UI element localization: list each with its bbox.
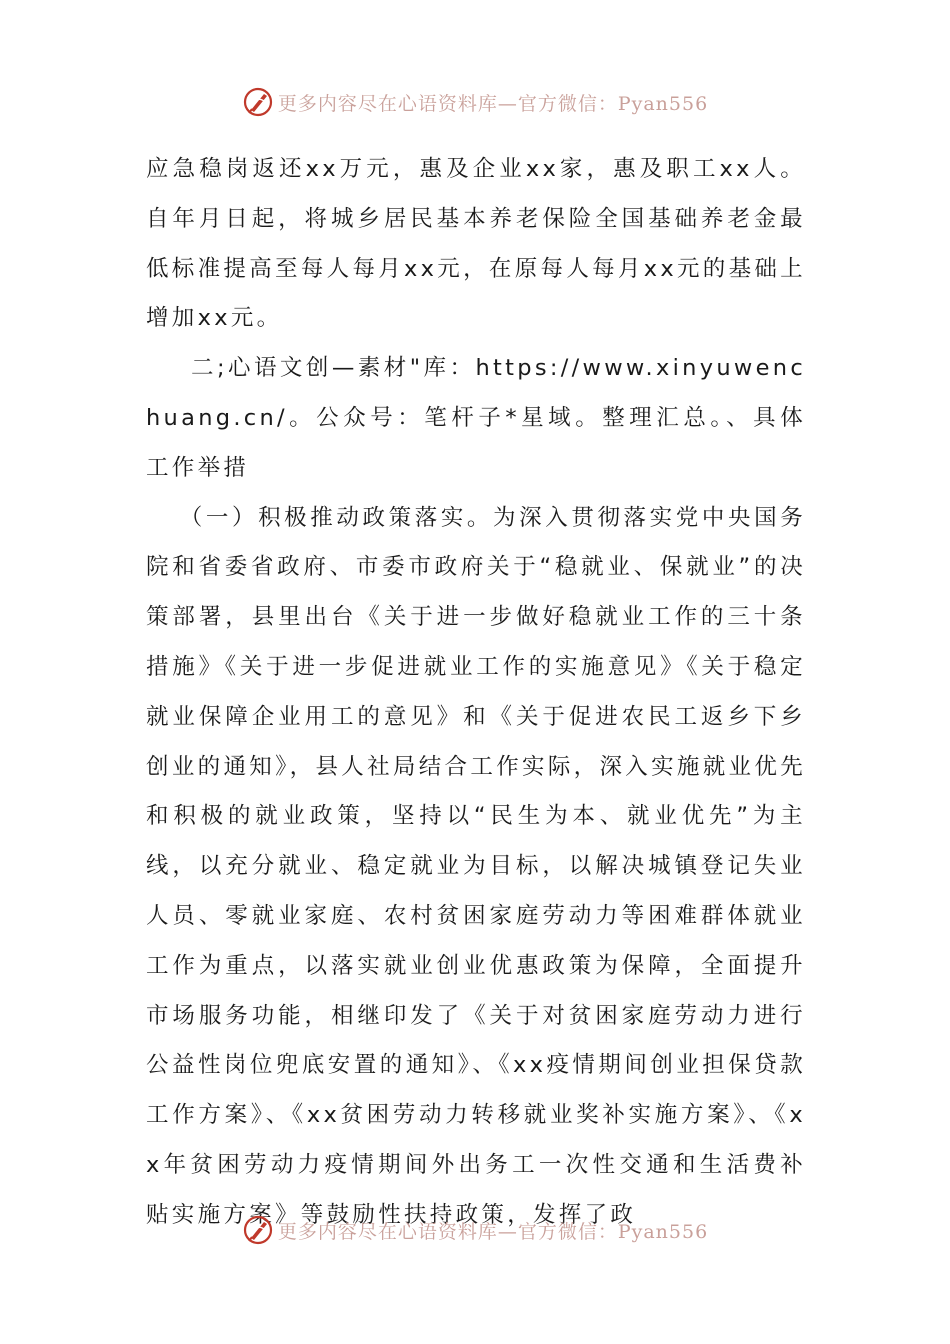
document-body xyxy=(146,145,806,1241)
paragraph-1: 应急稳岗返还xx万元，惠及企业xx家，惠及职工xx人。自年月日起，将城乡居民基本养老保险全国基础养老金最低标准提高至每人每月xx元，在原每人每月xx元的基础上增加xx元。 xyxy=(146,156,806,332)
header-banner xyxy=(0,82,950,122)
paragraph-2: 二;心语文创—素材"库：https://www.xinyuwenchuang.cn/。公众号：笔杆子*星域。整理汇总。、具体工作举措 xyxy=(146,355,806,481)
quill-pen-icon xyxy=(242,86,274,118)
paragraph-3: （一）积极推动政策落实。为深入贯彻落实党中央国务院和省委省政府、市委市政府关于“稳就业、保就业”的决策部署，县里出台《关于进一步做好稳就业工作的三十条措施》《关于进一步促进就业工作的实施意见》《关于稳定就业保障企业用工的意见》和《关于促进农民工返乡下乡创业的通知》，县人社局结合工作实际，深入实施就业优先和积极的就业政策，坚持以“民生为本、就业优先”为主线，以充分就业、稳定就业为目标，以解决城镇登记失业人员、零就业家庭、农村贫困家庭劳动力等困难群体就业工作为重点，以落实就业创业优惠政策为保障，全面提升市场服务功能，相继印发了《关于对贫困家庭劳动力进行公益性岗位兜底安置的通知》、《xx疫情期间创业担保贷款工作方案》、《xx贫困劳动力转移就业奖补实施方案》、《xx年贫困劳动力疫情期间外出务工一次性交通和生活费补贴实施方案》等鼓励性扶持政策，发挥了政 xyxy=(146,504,806,1228)
footer-banner xyxy=(0,1210,950,1250)
footer-banner-text: 更多内容尽在心语资料库—官方微信：Pyan556 xyxy=(277,1220,709,1243)
header-banner-text: 更多内容尽在心语资料库—官方微信：Pyan556 xyxy=(277,92,709,115)
quill-pen-icon xyxy=(242,1214,274,1246)
